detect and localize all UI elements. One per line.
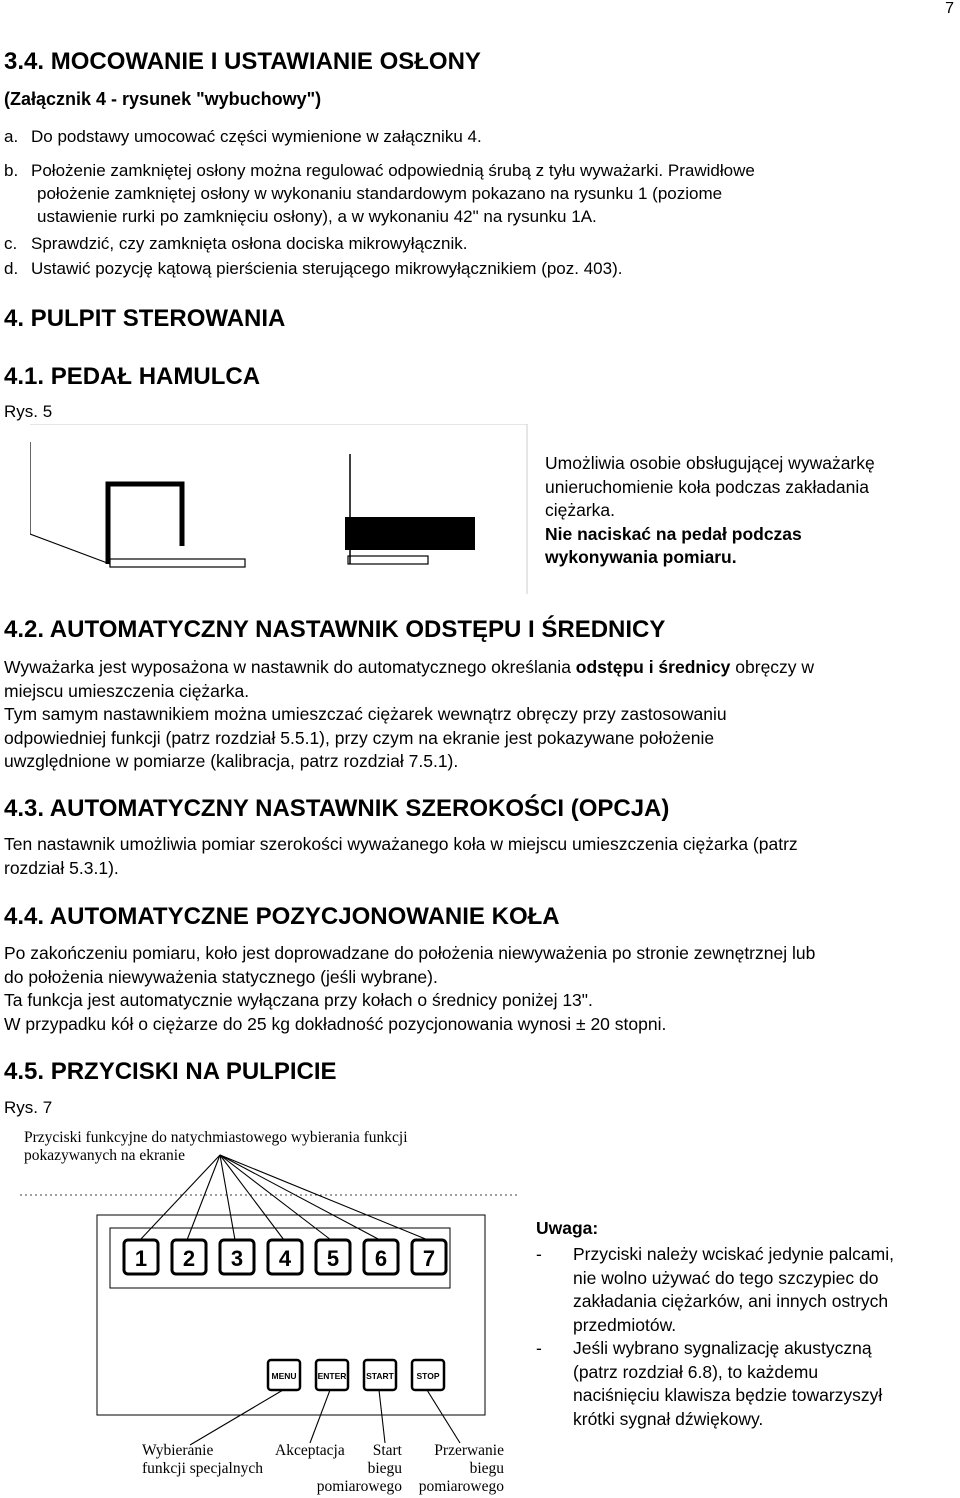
caption-start-key: Start biegu pomiarowego [316,1442,402,1495]
numeric-keys-group [124,1240,446,1274]
caption-stop-key: Przerwanie biegu pomiarowego [418,1442,504,1495]
menu-key[interactable] [268,1360,300,1390]
list-item-b: b. Położenie zamkniętej osłony można regulować odpowiednią śrubą z tyłu wyważarki. Prawidłowe położenie zamkniętej osłony w wykonaniu standardowym pokazano na rysunku 1 (poziome ustawienie rurki po zamknięciu osłony), a w wykonaniu 42" na rysunku 1A. [4,161,755,226]
section-4-3-heading: 4.3. AUTOMATYCZNY NASTAWNIK SZEROKOŚCI (OPCJA) [4,795,670,822]
section-4-heading: 4. PULPIT STEROWANIA [4,305,286,332]
figure-label-rys5: Rys. 5 [4,402,53,421]
list-item-a: a. Do podstawy umocować części wymienione w załączniku 4. [4,127,482,146]
pedal-base-slope [30,534,110,564]
stop-key[interactable] [412,1360,444,1390]
pedal-left-base-plate [110,559,245,567]
pedal-right-bar [345,517,475,550]
page-number: 7 [945,0,954,17]
function-key-label: ENTER [317,1371,347,1381]
section-4-2-heading: 4.2. AUTOMATYCZNY NASTAWNIK ODSTĘPU I ŚREDNICY [4,616,666,643]
keypad-drawing [0,1140,520,1460]
caption-function-keys: Przyciski funkcyjne do natychmiastowego wybierania funkcji pokazywanych na ekranie [24,1129,408,1164]
caption-enter-key: Akceptacja [275,1442,345,1459]
function-key-label: MENU [271,1371,297,1381]
caption-pointers [190,1390,460,1445]
numeric-key-label: 5 [326,1246,340,1271]
section-4-5-heading: 4.5. PRZYCISKI NA PULPICIE [4,1058,337,1085]
list-item-d: d. Ustawić pozycję kątową pierścienia sterującego mikrowyłącznikiem (poz. 403). [4,259,623,278]
figure-label-rys7: Rys. 7 [4,1098,53,1117]
numeric-key-5[interactable] [316,1240,350,1274]
numeric-key-7[interactable] [412,1240,446,1274]
pointer-lines [140,1155,428,1240]
numeric-key-3[interactable] [220,1240,254,1274]
note-item-1: - Przyciski należy wciskać jedynie palcami, nie wolno używać do tego szczypiec do zakładania ciężarków, ani innych ostrych przedmiotów. [536,1244,894,1335]
section-4-4-heading: 4.4. AUTOMATYCZNE POZYCJONOWANIE KOŁA [4,903,560,930]
numeric-key-label: 1 [134,1246,148,1271]
section-4-4-paragraph: Po zakończeniu pomiaru, koło jest doprowadzane do położenia niewyważenia po stronie zewnętrznej lub do położenia niewyważenia statycznego (jeśli wybrane). Ta funkcja jest automatycznie wyłączana przy kołach o średnicy poniżej 13". W przypadku kół o ciężarze do 25 kg dokładność pozycjonowania wynosi ± 20 stopni. [4,943,816,1034]
numeric-key-label: 6 [374,1246,388,1271]
start-key[interactable] [364,1360,396,1390]
numeric-key-label: 7 [422,1246,436,1271]
brake-pedal-description: Umożliwia osobie obsługującej wyważarkę unieruchomienie koła podczas zakładania ciężarka. Nie naciskać na pedał podczas wykonywania pomiaru. [545,453,875,567]
section-4-2-paragraph-1: Wyważarka jest wyposażona w nastawnik do automatycznego określania odstępu i średnicy obręczy w miejscu umieszczenia ciężarka. Tym samym nastawnikiem można umieszczać ciężarek wewnątrz obręczy przy zastosowaniu odpowiedniej funkcji (patrz rozdział 5.5.1), przy czym na ekranie jest pokazywane położenie uwzględnione w pomiarze (kalibracja, patrz rozdział 7.5.1). [4,657,815,771]
brake-pedal-drawing [30,424,530,594]
pedal-left-frame [108,484,182,564]
numeric-key-1[interactable] [124,1240,158,1274]
numeric-key-label: 4 [278,1246,292,1271]
section-4-3-paragraph: Ten nastawnik umożliwia pomiar szerokości wyważanego koła w miejscu umieszczenia ciężarka (patrz rozdział 5.3.1). [4,834,798,878]
function-keys-group [268,1360,444,1390]
list-item-c: c. Sprawdzić, czy zamknięta osłona dociska mikrowyłącznik. [4,234,468,253]
pedal-right-base-plate [348,556,428,564]
function-key-label: START [366,1371,394,1381]
numeric-key-4[interactable] [268,1240,302,1274]
section-4-1-heading: 4.1. PEDAŁ HAMULCA [4,363,261,390]
numeric-key-2[interactable] [172,1240,206,1274]
function-key-label: STOP [416,1371,440,1381]
section-3-4-subheading: (Załącznik 4 - rysunek "wybuchowy") [4,89,322,109]
caption-menu-key: Wybieranie funkcji specjalnych [142,1442,263,1477]
enter-key[interactable] [316,1360,348,1390]
section-3-4-heading: 3.4. MOCOWANIE I USTAWIANIE OSŁONY [4,48,481,75]
note-title: Uwaga: [536,1218,599,1238]
numeric-key-6[interactable] [364,1240,398,1274]
note-item-2: - Jeśli wybrano sygnalizację akustyczną (patrz rozdział 6.8), to każdemu naciśnięciu klawisza będzie towarzyszył krótki sygnał dźwiękowy. [536,1338,883,1429]
numeric-key-label: 2 [182,1246,196,1271]
numeric-key-label: 3 [230,1246,244,1271]
